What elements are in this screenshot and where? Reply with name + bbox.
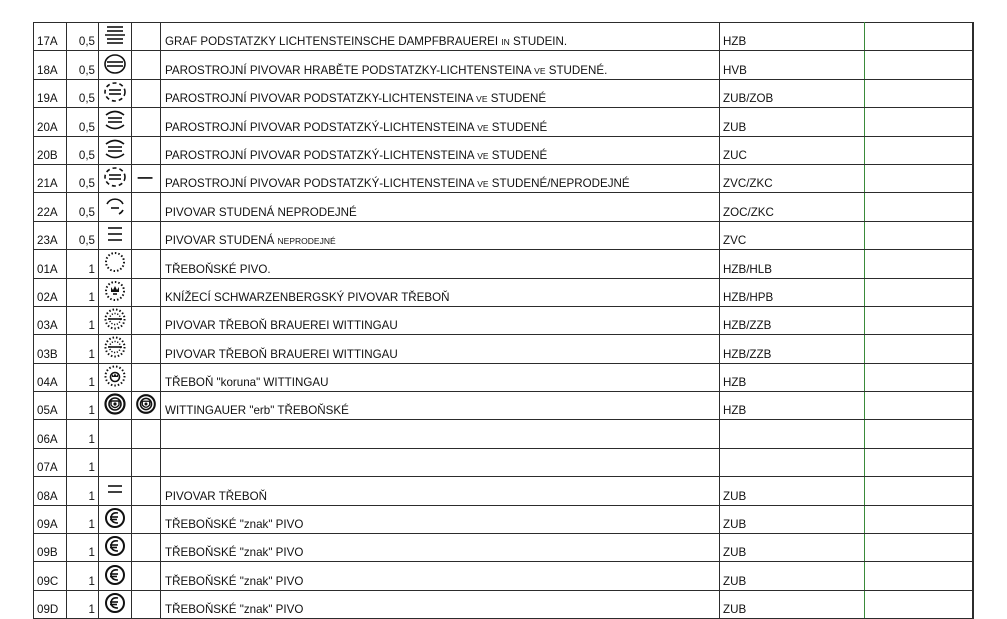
row-inscription xyxy=(161,477,720,505)
inscription-tail: STUDENÉ xyxy=(488,148,548,162)
inscription-main: PIVOVAR STUDENÁ xyxy=(165,234,275,248)
table-row xyxy=(34,221,974,249)
row-id: 06A xyxy=(34,420,67,448)
row-code: ZUB xyxy=(720,108,865,136)
broken-circle-icon xyxy=(101,195,129,217)
inscription-main: KNÍŽECÍ SCHWARZENBERGSKÝ PIVOVAR TŘEBOŇ xyxy=(165,290,450,304)
row-code: ZUB/ZOB xyxy=(720,79,865,107)
row-inscription xyxy=(161,193,720,221)
row-size: 1 xyxy=(67,420,99,448)
row-mark xyxy=(99,136,132,164)
row-end xyxy=(973,562,974,590)
row-note xyxy=(865,108,973,136)
inscription-main: WITTINGAUER "erb" TŘEBOŇSKÉ xyxy=(165,404,349,418)
row-code: HZB/ZZB xyxy=(720,306,865,334)
row-variant-mark xyxy=(132,108,161,136)
table-row xyxy=(34,363,974,391)
row-size: 1 xyxy=(67,306,99,334)
row-id: 23A xyxy=(34,221,67,249)
table-row xyxy=(34,306,974,334)
row-variant-mark xyxy=(132,51,161,79)
row-variant-mark xyxy=(132,79,161,107)
row-size: 1 xyxy=(67,278,99,306)
row-variant-mark xyxy=(132,278,161,306)
row-mark xyxy=(99,505,132,533)
row-id: 17A xyxy=(34,23,67,51)
row-id: 09C xyxy=(34,562,67,590)
row-id: 03B xyxy=(34,335,67,363)
row-code: ZUB xyxy=(720,590,865,618)
row-variant-mark xyxy=(132,221,161,249)
arc-lines-icon xyxy=(101,138,129,160)
row-inscription xyxy=(161,108,720,136)
row-code: ZUB xyxy=(720,534,865,562)
row-variant-mark xyxy=(132,136,161,164)
row-mark xyxy=(99,278,132,306)
row-mark xyxy=(99,108,132,136)
row-code xyxy=(720,420,865,448)
row-note xyxy=(865,534,973,562)
row-code: ZVC/ZKC xyxy=(720,164,865,192)
row-variant-mark xyxy=(132,193,161,221)
row-mark xyxy=(99,477,132,505)
row-note xyxy=(865,392,973,420)
row-note xyxy=(865,335,973,363)
row-note xyxy=(865,51,973,79)
row-inscription xyxy=(161,51,720,79)
row-mark xyxy=(99,51,132,79)
row-variant-mark xyxy=(132,505,161,533)
row-id: 09D xyxy=(34,590,67,618)
row-size: 1 xyxy=(67,590,99,618)
row-mark xyxy=(99,221,132,249)
sign-emblem-icon xyxy=(101,507,129,529)
row-code: HZB/HPB xyxy=(720,278,865,306)
table-row xyxy=(34,505,974,533)
row-code: ZUC xyxy=(720,136,865,164)
inscription-main: PIVOVAR TŘEBOŇ BRAUEREI WITTINGAU xyxy=(165,319,398,333)
inscription-tail: STUDENÉ xyxy=(488,120,548,134)
row-size: 1 xyxy=(67,335,99,363)
row-id: 09A xyxy=(34,505,67,533)
coat-of-arms-icon xyxy=(133,393,159,415)
row-code: ZUB xyxy=(720,477,865,505)
row-note xyxy=(865,306,973,334)
row-note xyxy=(865,23,973,51)
row-note xyxy=(865,448,973,476)
dotted-crown-emblem-icon xyxy=(101,365,129,387)
table-row xyxy=(34,335,974,363)
row-note xyxy=(865,590,973,618)
row-code: ZOC/ZKC xyxy=(720,193,865,221)
row-code: HZB xyxy=(720,363,865,391)
row-variant-mark xyxy=(132,23,161,51)
inscription-tail: STUDENÉ/NEPRODEJNÉ xyxy=(488,177,630,191)
row-size: 1 xyxy=(67,392,99,420)
inscription-small-caps: NEPRODEJNÉ xyxy=(277,236,336,247)
row-variant-mark xyxy=(132,250,161,278)
table-row xyxy=(34,250,974,278)
dotted-emblem-icon xyxy=(101,336,129,358)
inscription-main: PAROSTROJNÍ PIVOVAR PODSTATZKÝ-LICHTENSTEINA xyxy=(165,148,474,162)
table-row xyxy=(34,534,974,562)
oval-lines-icon xyxy=(101,53,129,75)
table-row xyxy=(34,477,974,505)
row-variant-mark xyxy=(132,335,161,363)
inscription-main: TŘEBOŇSKÉ "znak" PIVO xyxy=(165,574,304,588)
row-size: 0,5 xyxy=(67,193,99,221)
row-variant-mark xyxy=(132,164,161,192)
row-inscription xyxy=(161,250,720,278)
crowned-circle-icon xyxy=(101,280,129,302)
row-inscription xyxy=(161,306,720,334)
inscription-main: PAROSTROJNÍ PIVOVAR HRABĚTE PODSTATZKY-LICHTENSTEINA xyxy=(165,63,531,77)
row-inscription xyxy=(161,221,720,249)
row-variant-mark xyxy=(132,306,161,334)
row-inscription xyxy=(161,505,720,533)
inscription-main: TŘEBOŇSKÉ "znak" PIVO xyxy=(165,546,304,560)
row-size: 0,5 xyxy=(67,51,99,79)
inscription-tail: STUDENÉ. xyxy=(545,63,608,77)
inscription-small-caps: VE xyxy=(476,94,488,105)
row-size: 1 xyxy=(67,562,99,590)
row-mark xyxy=(99,392,132,420)
row-id: 20B xyxy=(34,136,67,164)
row-inscription xyxy=(161,363,720,391)
row-variant-mark xyxy=(132,590,161,618)
row-code: HZB xyxy=(720,23,865,51)
row-size: 0,5 xyxy=(67,108,99,136)
row-end xyxy=(973,420,974,448)
row-end xyxy=(973,108,974,136)
lines-stack-icon xyxy=(101,24,129,46)
row-note xyxy=(865,562,973,590)
table-row xyxy=(34,562,974,590)
row-mark xyxy=(99,250,132,278)
row-inscription xyxy=(161,164,720,192)
inscription-main: PIVOVAR STUDENÁ NEPRODEJNÉ xyxy=(165,205,357,219)
row-inscription xyxy=(161,534,720,562)
row-note xyxy=(865,193,973,221)
table-row xyxy=(34,278,974,306)
row-inscription xyxy=(161,136,720,164)
row-size: 1 xyxy=(67,534,99,562)
inscription-small-caps: VE xyxy=(477,150,489,161)
row-inscription xyxy=(161,562,720,590)
row-inscription xyxy=(161,392,720,420)
row-mark xyxy=(99,335,132,363)
row-id: 02A xyxy=(34,278,67,306)
row-size: 1 xyxy=(67,477,99,505)
row-note xyxy=(865,250,973,278)
row-inscription xyxy=(161,448,720,476)
row-mark xyxy=(99,534,132,562)
catalog-table xyxy=(33,22,974,619)
inscription-main: TŘEBOŇSKÉ PIVO. xyxy=(165,262,271,276)
row-code: ZUB xyxy=(720,562,865,590)
dotted-emblem-icon xyxy=(101,308,129,330)
row-inscription xyxy=(161,23,720,51)
three-lines-icon xyxy=(101,223,129,245)
row-size: 1 xyxy=(67,505,99,533)
row-note xyxy=(865,477,973,505)
row-id: 01A xyxy=(34,250,67,278)
row-variant-mark xyxy=(132,363,161,391)
row-end xyxy=(973,193,974,221)
inscription-tail: STUDEIN. xyxy=(509,35,568,49)
row-id: 18A xyxy=(34,51,67,79)
row-variant-mark xyxy=(132,477,161,505)
row-variant-mark xyxy=(132,534,161,562)
row-inscription xyxy=(161,278,720,306)
row-end xyxy=(973,221,974,249)
arc-lines-icon xyxy=(101,109,129,131)
row-note xyxy=(865,363,973,391)
row-note xyxy=(865,164,973,192)
inscription-main: PAROSTROJNÍ PIVOVAR PODSTATZKÝ-LICHTENSTEINA xyxy=(165,120,474,134)
table-row xyxy=(34,79,974,107)
row-code: ZUB xyxy=(720,505,865,533)
sign-emblem-icon xyxy=(101,535,129,557)
inscription-small-caps: VE xyxy=(477,122,489,133)
row-mark xyxy=(99,306,132,334)
row-end xyxy=(973,250,974,278)
row-end xyxy=(973,505,974,533)
row-note xyxy=(865,278,973,306)
row-end xyxy=(973,335,974,363)
row-end xyxy=(973,306,974,334)
row-id: 04A xyxy=(34,363,67,391)
row-id: 21A xyxy=(34,164,67,192)
row-code: HVB xyxy=(720,51,865,79)
sign-emblem-icon xyxy=(101,564,129,586)
catalog-sheet xyxy=(33,22,973,619)
row-end xyxy=(973,51,974,79)
row-id: 05A xyxy=(34,392,67,420)
row-id: 19A xyxy=(34,79,67,107)
table-row xyxy=(34,448,974,476)
inscription-main: PIVOVAR TŘEBOŇ xyxy=(165,489,268,503)
table-row xyxy=(34,136,974,164)
row-note xyxy=(865,79,973,107)
inscription-main: TŘEBOŇSKÉ "znak" PIVO xyxy=(165,518,304,532)
row-variant-mark xyxy=(132,392,161,420)
row-code: ZVC xyxy=(720,221,865,249)
row-id: 20A xyxy=(34,108,67,136)
row-note xyxy=(865,221,973,249)
row-size: 0,5 xyxy=(67,79,99,107)
row-end xyxy=(973,590,974,618)
row-inscription xyxy=(161,335,720,363)
dash-icon xyxy=(133,166,159,188)
row-end xyxy=(973,363,974,391)
row-variant-mark xyxy=(132,562,161,590)
row-end xyxy=(973,477,974,505)
table-row xyxy=(34,420,974,448)
row-end xyxy=(973,534,974,562)
two-lines-icon xyxy=(101,478,129,500)
row-inscription xyxy=(161,420,720,448)
row-variant-mark xyxy=(132,420,161,448)
table-row xyxy=(34,590,974,618)
row-inscription xyxy=(161,79,720,107)
row-end xyxy=(973,79,974,107)
sign-emblem-icon xyxy=(101,592,129,614)
inscription-main: TŘEBOŇSKÉ "znak" PIVO xyxy=(165,603,304,617)
row-mark xyxy=(99,164,132,192)
row-end xyxy=(973,392,974,420)
row-mark xyxy=(99,79,132,107)
row-size: 1 xyxy=(67,250,99,278)
row-note xyxy=(865,136,973,164)
table-row xyxy=(34,392,974,420)
row-mark xyxy=(99,590,132,618)
dashed-oval-lines-icon xyxy=(101,81,129,103)
row-size: 0,5 xyxy=(67,164,99,192)
coat-of-arms-icon xyxy=(101,393,129,415)
row-end xyxy=(973,448,974,476)
table-row xyxy=(34,193,974,221)
row-end xyxy=(973,278,974,306)
row-mark xyxy=(99,363,132,391)
row-mark xyxy=(99,23,132,51)
dashed-oval-lines-icon xyxy=(101,166,129,188)
row-variant-mark xyxy=(132,448,161,476)
inscription-small-caps: IN xyxy=(501,37,510,48)
row-size: 1 xyxy=(67,448,99,476)
row-mark xyxy=(99,193,132,221)
table-row xyxy=(34,108,974,136)
table-row xyxy=(34,164,974,192)
inscription-main: PAROSTROJNÍ PIVOVAR PODSTATZKÝ-LICHTENSTEINA xyxy=(165,177,474,191)
row-size: 0,5 xyxy=(67,221,99,249)
row-code: HZB xyxy=(720,392,865,420)
inscription-main: PIVOVAR TŘEBOŇ BRAUEREI WITTINGAU xyxy=(165,347,398,361)
row-code: HZB/HLB xyxy=(720,250,865,278)
inscription-small-caps: VE xyxy=(477,179,489,190)
table-row xyxy=(34,23,974,51)
row-size: 0,5 xyxy=(67,136,99,164)
row-end xyxy=(973,136,974,164)
dotted-circle-icon xyxy=(101,251,129,273)
row-code: HZB/ZZB xyxy=(720,335,865,363)
row-id: 07A xyxy=(34,448,67,476)
row-size: 0,5 xyxy=(67,23,99,51)
row-mark xyxy=(99,420,132,448)
row-mark xyxy=(99,448,132,476)
row-id: 09B xyxy=(34,534,67,562)
inscription-small-caps: VE xyxy=(534,65,546,76)
row-note xyxy=(865,420,973,448)
row-end xyxy=(973,164,974,192)
inscription-main: GRAF PODSTATZKY LICHTENSTEINSCHE DAMPFBRAUEREI xyxy=(165,35,499,49)
inscription-main: PAROSTROJNÍ PIVOVAR PODSTATZKY-LICHTENSTEINA xyxy=(165,92,473,106)
row-inscription xyxy=(161,590,720,618)
row-id: 08A xyxy=(34,477,67,505)
row-mark xyxy=(99,562,132,590)
row-note xyxy=(865,505,973,533)
table-row xyxy=(34,51,974,79)
row-size: 1 xyxy=(67,363,99,391)
row-id: 03A xyxy=(34,306,67,334)
row-end xyxy=(973,23,974,51)
inscription-main: TŘEBOŇ "koruna" WITTINGAU xyxy=(165,376,329,390)
inscription-tail: STUDENÉ xyxy=(487,92,547,106)
row-id: 22A xyxy=(34,193,67,221)
row-code xyxy=(720,448,865,476)
